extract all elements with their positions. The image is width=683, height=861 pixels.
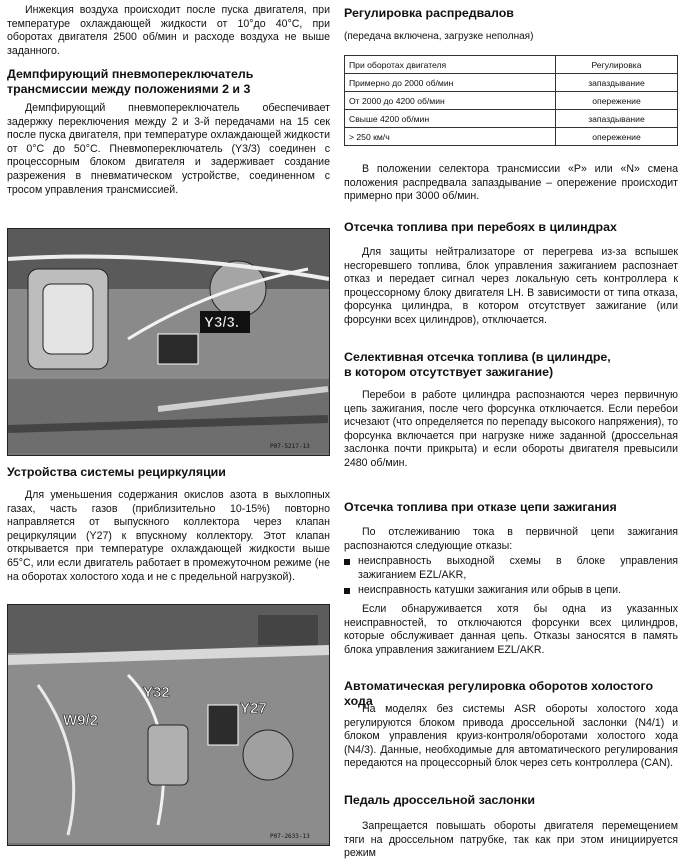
section-title-pneumoswitch xyxy=(7,67,330,97)
table-cell: опережение xyxy=(555,92,677,110)
table-cell: Свыше 4200 об/мин xyxy=(345,110,556,128)
section-title-ignition-failure: Отсечка топлива при отказе цепи зажигания xyxy=(344,500,617,514)
camshaft-subtitle: (передача включена, загрузке неполная) xyxy=(344,31,534,42)
section-title-selective-cutoff xyxy=(344,350,678,380)
list-item xyxy=(344,555,678,582)
table-cell: запаздывание xyxy=(555,110,677,128)
throttle-pedal-paragraph: Запрещается повышать обороты двигателя перемещением тяги на дроссельном патрубке, так как при этом инициируется режим xyxy=(344,820,678,860)
table-row xyxy=(345,74,678,92)
fig2-code: P07-2633-13 xyxy=(270,833,310,840)
table-cell: опережение xyxy=(555,128,677,146)
section-title-idle-control: Автоматическая регулировка оборотов холостого хода xyxy=(344,679,654,708)
fig2-label-y27: Y27 xyxy=(240,700,267,717)
list-item-text: неисправность катушки зажигания или обрыв в цепи. xyxy=(358,584,621,597)
table-cell: запаздывание xyxy=(555,74,677,92)
table-cell: Примерно до 2000 об/мин xyxy=(345,74,556,92)
ignition-failure-paragraph-2: Если обнаруживается хотя бы одна из указанных неисправностей, то отключаются форсунки всех цилиндров, которые обслуживает данная цепь. Отказы заносятся в память блока управления зажиганием EZL/AKR. xyxy=(344,603,678,656)
intro-paragraph: Инжекция воздуха происходит после пуска двигателя, при температуре охлаждающей жидкости от 10°до 40°C, при оборотах двигателя 2500 об/мин и расходе воздуха не выше заданного. xyxy=(7,4,330,57)
table-header-row xyxy=(345,56,678,74)
misfire-cutoff-paragraph: Для защиты нейтрализаторе от перегрева из-за вспышек несгоревшего топлива, блок управления зажиганием распознает отказ и передает сигнал через локальную сеть контроллера к процессорному блоку двигателя LH. В зависимости от типа отказа, форсунка цилиндра, в котором отсутствует зажигание (или форсунки всех цилиндров), отключается. xyxy=(344,246,678,326)
section-title-line1: Селективная отсечка топлива (в цилиндре, xyxy=(344,350,611,364)
selective-cutoff-paragraph: Перебои в работе цилиндра распознаются через первичную цепь зажигания, после чего форсунка отключается. Если перебои исчезают (что определяется по перепаду высокого напряжения), то форсунка включается при нагрузке ниже заданной (дроссельная заслонка почти прикрыта) и если обороты двигателя превысили 2480 об/мин. xyxy=(344,389,678,469)
table-row xyxy=(345,110,678,128)
bullet-square-icon xyxy=(344,588,350,594)
fig1-callout-label: Y3/3. xyxy=(204,314,240,331)
fig2-label-y32: Y32 xyxy=(143,684,170,701)
camshaft-paragraph: В положении селектора трансмиссии «P» или «N» смена положения распредвала запаздывание – опережение происходит примерно при 3000 об/мин. xyxy=(344,163,678,203)
table-cell: > 250 км/ч xyxy=(345,128,556,146)
table-row xyxy=(345,128,678,146)
engine-photo-2 xyxy=(7,604,330,846)
table-header-cell: При оборотах двигателя xyxy=(345,56,556,74)
idle-control-paragraph: На моделях без системы ASR обороты холостого хода регулируются блоком привода дроссельной заслонки (N4/1) и блоком управления круиз-контроля/оборотами холостого хода (N4/3). Данные, необходимые для автоматического регулирования передаются на процессорный блок через сеть контроллера (CAN). xyxy=(344,703,678,770)
pneumoswitch-paragraph: Демпфирующий пневмопереключатель обеспечивает задержку переключения между 2 и 3-й передачами на 15 сек после пуска двигателя, при температуре охлаждающей жидкости от 0°C до 50°C. Пневмопереключатель (Y3/3) соединен с процессорным блоком двигателя и задерживает создание разрежения в пневматическом устройстве, соединенном с тросом управления трансмиссией. xyxy=(7,102,330,196)
section-title-camshaft: Регулировка распредвалов xyxy=(344,6,514,20)
list-item-text: неисправность выходной схемы в блоке управления зажиганием EZL/AKR, xyxy=(358,555,678,581)
engine-photo-1 xyxy=(7,228,330,456)
camshaft-table xyxy=(344,55,678,146)
section-title-line2: в котором отсутствует зажигание) xyxy=(344,365,554,379)
section-title-misfire-cutoff: Отсечка топлива при перебоях в цилиндрах xyxy=(344,220,617,234)
table-header-cell: Регулировка xyxy=(555,56,677,74)
section-title-throttle-pedal: Педаль дроссельной заслонки xyxy=(344,793,535,807)
section-title-recirculation: Устройства системы рециркуляции xyxy=(7,465,226,479)
fig2-label-w92: W9/2 xyxy=(63,712,99,729)
ignition-failure-paragraph: По отслеживанию тока в первичной цепи зажигания распознаются следующие отказы: xyxy=(344,526,678,552)
bullet-square-icon xyxy=(344,559,350,565)
table-cell: От 2000 до 4200 об/мин xyxy=(345,92,556,110)
engine-photo-1-drawing xyxy=(8,229,329,453)
recirculation-paragraph: Для уменьшения содержания окислов азота в выхлопных газах, часть газов (приблизительно 10-15%) повторно направляется от выпускного коллектора через клапан рециркуляции (Y27) к впускному коллектору. Этот клапан открывается при температуре охлаждающей жидкости выше 65°C, или если двигатель работает в промежуточном режиме (не на оборотах холостого хода и не с предельной нагрузкой). xyxy=(7,489,330,583)
section-title-line1: Демпфирующий пневмопереключатель xyxy=(7,67,254,81)
list-item xyxy=(344,584,678,598)
section-title-line2: трансмиссии между положениями 2 и 3 xyxy=(7,82,251,96)
failure-list xyxy=(344,555,678,598)
engine-photo-2-drawing xyxy=(8,605,329,843)
table-row xyxy=(345,92,678,110)
fig1-code: P07-5217-13 xyxy=(270,443,310,450)
